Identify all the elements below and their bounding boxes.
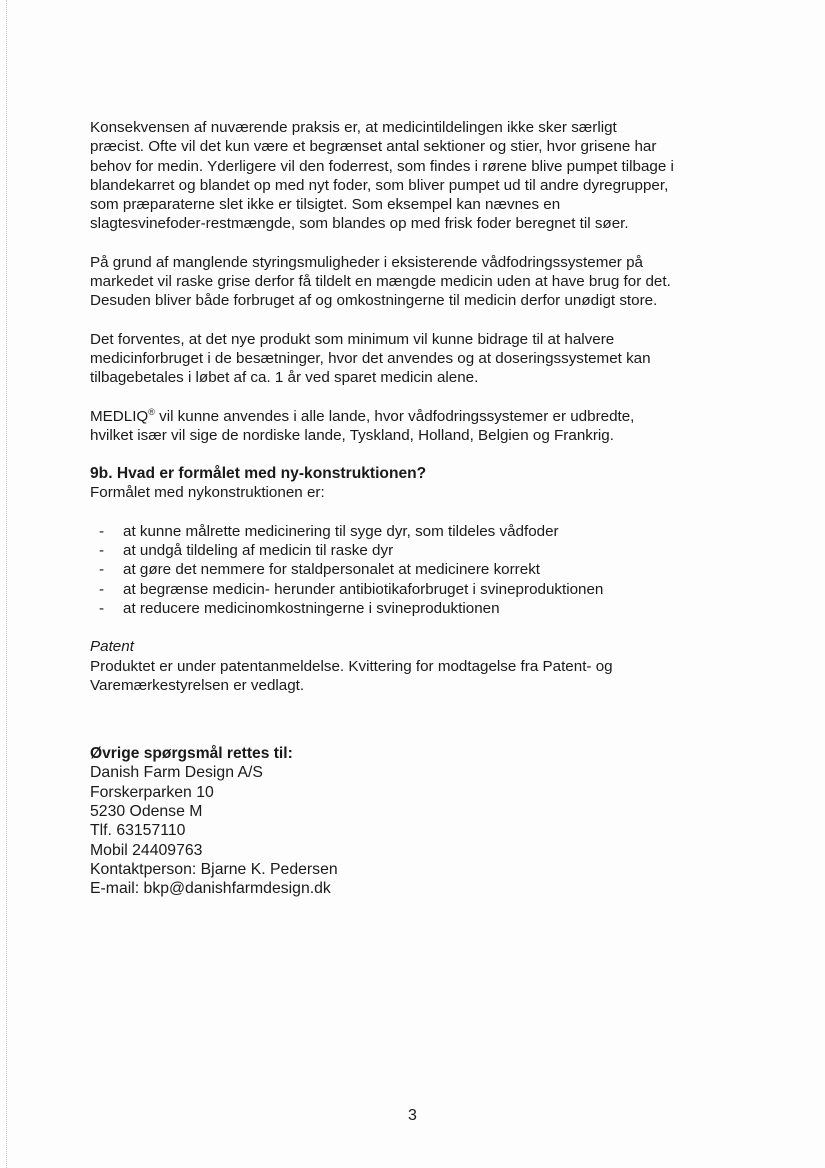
text-line: præcist. Ofte vil det kun være et begrænset antal sektioner og stier, hvor grisene har [90,138,657,156]
list-item-text: at reducere medicinomkostningerne i svineproduktionen [123,599,500,617]
text-line: Produktet er under patentanmeldelse. Kvittering for modtagelse fra Patent- og [90,657,613,675]
contact-street: Forskerparken 10 [90,783,214,801]
text-line: som præparaterne slet ikke er tilsigtet. Som eksempel kan nævnes en [90,196,561,214]
list-item [90,599,740,618]
list-item [90,541,740,560]
bullet-dash: - [99,580,105,598]
contact-mobile: Mobil 24409763 [90,841,203,859]
text-line: behov for medin. Yderligere vil den foderrest, som findes i rørene blive pumpet tilbage i [90,157,674,175]
registered-mark: ® [148,406,155,417]
text-line: medicinforbruget i de besætninger, hvor det anvendes og at doseringssystemet kan [90,349,651,367]
list-item [90,580,740,599]
list-item-text: at undgå tildeling af medicin til raske dyr [123,542,394,560]
text-line: Varemærkestyrelsen er vedlagt. [90,676,305,694]
document-body [90,118,740,899]
text-line: Desuden bliver både forbruget af og omkostningerne til medicin derfor unødigt store. [90,292,658,310]
text-line: hvilket især vil sige de nordiske lande, Tyskland, Holland, Belgien og Frankrig. [90,426,614,444]
purpose-list [90,522,740,618]
contact-city: 5230 Odense M [90,803,203,821]
text-line [90,407,740,426]
text-fragment: vil kunne anvendes i alle lande, hvor vådfodringssystemer er udbredte, [154,407,635,425]
patent-title: Patent [90,638,134,656]
scan-edge-line [6,0,8,1168]
contact-heading: Øvrige spørgsmål rettes til: [90,745,293,763]
contact-block [90,744,740,898]
bullet-dash: - [99,522,105,540]
text-line: markedet vil raske grise derfor få tildelt en mængde medicin uden at have brug for det. [90,273,671,291]
contact-phone: Tlf. 63157110 [90,822,186,840]
list-item-text: at begrænse medicin- herunder antibiotikaforbruget i svineproduktionen [123,580,604,598]
bullet-dash: - [99,599,105,617]
list-item-text: at kunne målrette medicinering til syge dyr, som tildeles vådfoder [123,522,559,540]
paragraph-control-options [90,253,740,311]
contact-email: E-mail: bkp@danishfarmdesign.dk [90,880,331,898]
text-line: Konsekvensen af nuværende praksis er, at medicintildelingen ikke sker særligt [90,119,617,136]
page-number: 3 [408,1107,417,1124]
section-intro: Formålet med nykonstruktionen er: [90,484,325,502]
contact-person: Kontaktperson: Bjarne K. Pedersen [90,860,338,878]
section-patent [90,637,740,695]
list-item [90,560,740,579]
contact-company: Danish Farm Design A/S [90,764,263,782]
brand-name: MEDLIQ [90,407,149,425]
paragraph-consequence [90,118,740,234]
bullet-dash: - [99,542,105,560]
text-line: Det forventes, at det nye produkt som minimum vil kunne bidrage til at halvere [90,330,615,348]
list-item-text: at gøre det nemmere for staldpersonalet at medicinere korrekt [123,561,541,579]
section-purpose [90,464,740,618]
section-heading: 9b. Hvad er formålet med ny-konstruktionen? [90,465,427,483]
list-item [90,522,740,541]
text-line: slagtesvinefoder-restmængde, som blandes op med frisk foder beregnet til søer. [90,215,629,233]
text-line: tilbagebetales i løbet af ca. 1 år ved sparet medicin alene. [90,369,479,387]
text-line: På grund af manglende styringsmuligheder i eksisterende vådfodringssystemer på [90,253,643,271]
bullet-dash: - [99,561,105,579]
text-line: blandekarret og blandet op med nyt foder, som bliver pumpet ud til andre dyregrupper, [90,176,669,194]
paragraph-markets [90,407,740,446]
paragraph-expectation [90,330,740,388]
